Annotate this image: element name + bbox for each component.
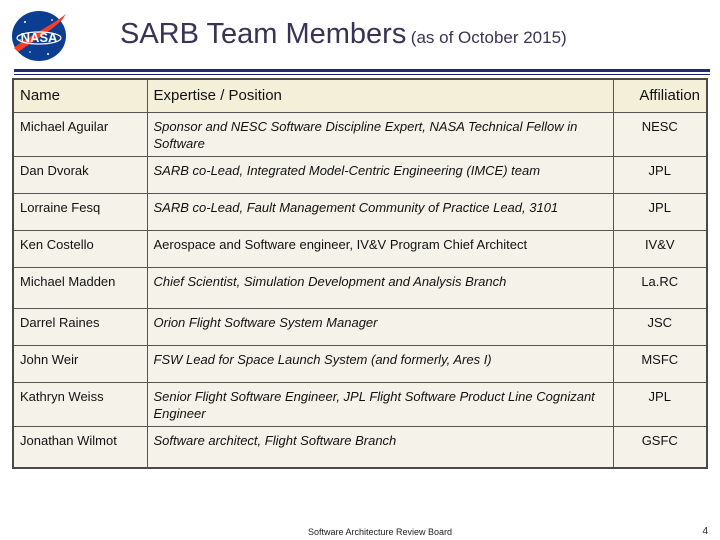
member-expertise: Aerospace and Software engineer, IV&V Program Chief Architect — [147, 231, 613, 268]
member-affiliation: JSC — [613, 309, 707, 346]
table-row — [13, 309, 707, 346]
nasa-logo-icon — [8, 8, 70, 64]
member-expertise: Senior Flight Software Engineer, JPL Flight Software Product Line Cognizant Engineer — [147, 383, 613, 427]
member-name: John Weir — [13, 346, 147, 383]
member-affiliation: JPL — [613, 194, 707, 231]
member-expertise: Software architect, Flight Software Branch — [147, 427, 613, 468]
title-rule — [14, 69, 710, 72]
member-affiliation: GSFC — [613, 427, 707, 468]
member-expertise: SARB co-Lead, Integrated Model-Centric Engineering (IMCE) team — [147, 157, 613, 194]
table-row — [13, 113, 707, 157]
title-subtitle: (as of October 2015) — [410, 28, 567, 47]
table-row — [13, 427, 707, 468]
member-name: Michael Aguilar — [13, 113, 147, 157]
title-main: SARB Team Members — [120, 18, 407, 50]
member-name: Dan Dvorak — [13, 157, 147, 194]
member-expertise: FSW Lead for Space Launch System (and formerly, Ares I) — [147, 346, 613, 383]
member-expertise: SARB co-Lead, Fault Management Community of Practice Lead, 3101 — [147, 194, 613, 231]
table-row — [13, 346, 707, 383]
member-affiliation: JPL — [613, 383, 707, 427]
table-row — [13, 383, 707, 427]
table-row — [13, 231, 707, 268]
member-affiliation: JPL — [613, 157, 707, 194]
table-row — [13, 157, 707, 194]
table-header-row — [13, 79, 707, 113]
member-name: Michael Madden — [13, 268, 147, 309]
member-affiliation: La.RC — [613, 268, 707, 309]
table-row — [13, 194, 707, 231]
members-table — [12, 78, 708, 469]
header-name: Name — [13, 79, 147, 113]
title-rule-thin — [14, 74, 710, 75]
page-number: 4 — [702, 526, 708, 537]
table-row — [13, 268, 707, 309]
member-name: Jonathan Wilmot — [13, 427, 147, 468]
header-expertise: Expertise / Position — [147, 79, 613, 113]
footer-text: Software Architecture Review Board — [307, 527, 453, 537]
member-expertise: Sponsor and NESC Software Discipline Expert, NASA Technical Fellow in Software — [147, 113, 613, 157]
member-name: Kathryn Weiss — [13, 383, 147, 427]
member-name: Lorraine Fesq — [13, 194, 147, 231]
member-expertise: Orion Flight Software System Manager — [147, 309, 613, 346]
member-affiliation: MSFC — [613, 346, 707, 383]
page-title — [120, 18, 567, 51]
member-name: Ken Costello — [13, 231, 147, 268]
nasa-wordmark: NASA — [20, 30, 58, 45]
member-expertise: Chief Scientist, Simulation Development and Analysis Branch — [147, 268, 613, 309]
member-name: Darrel Raines — [13, 309, 147, 346]
header-affiliation: Affiliation — [613, 79, 707, 113]
member-affiliation: NESC — [613, 113, 707, 157]
member-affiliation: IV&V — [613, 231, 707, 268]
